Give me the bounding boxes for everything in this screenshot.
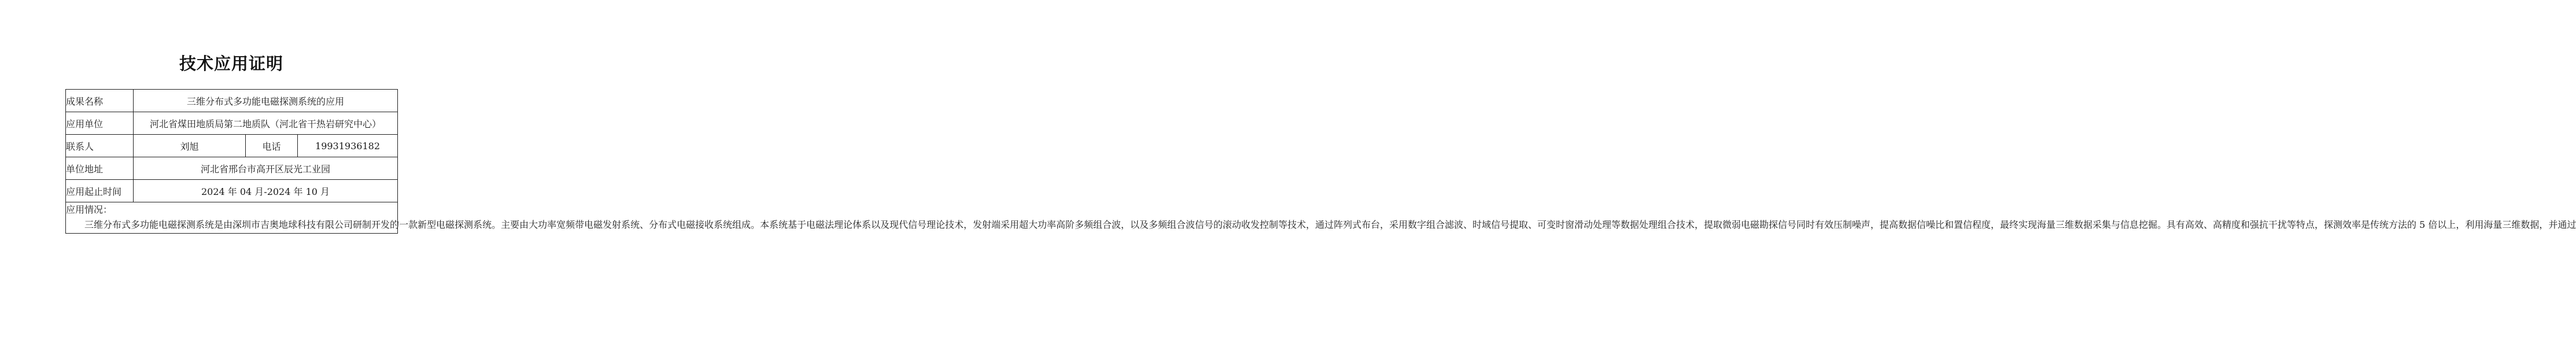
address-label: 单位地址: [66, 157, 134, 180]
applicant-unit-value: 河北省煤田地质局第二地质队（河北省干热岩研究中心）: [134, 112, 398, 135]
row-period: [66, 180, 398, 202]
period-label: 应用起止时间: [66, 180, 134, 202]
achievement-name-value: 三维分布式多功能电磁探测系统的应用: [134, 90, 398, 112]
row-achievement-name: [66, 90, 398, 112]
phone-value: 19931936182: [298, 135, 398, 157]
row-narrative: [66, 202, 398, 234]
address-value: 河北省邢台市高开区辰光工业园: [134, 157, 398, 180]
document-title: 技术应用证明: [179, 54, 283, 73]
row-contact: [66, 135, 398, 157]
row-address: [66, 157, 398, 180]
contact-label: 联系人: [66, 135, 134, 157]
row-applicant-unit: [66, 112, 398, 135]
contact-value: 刘旭: [134, 135, 246, 157]
achievement-name-label: 成果名称: [66, 90, 134, 112]
narrative-body: 三维分布式多功能电磁探测系统是由深圳市吉奥地球科技有限公司研制开发的一款新型电磁探测系统。主要由大功率宽频带电磁发射系统、分布式电磁接收系统组成。本系统基于电磁法理论体系以及现代信号理论技术，发射端采用超大功率高阶多频组合波，以及多频组合波信号的滚动收发控制等技术，通过阵列式布台，采用数字组合滤波、时域信号提取、可变时窗滑动处理等数据处理组合技术，提取微弱电磁勘探信号同时有效压制噪声，提高数据信噪比和置信程度，最终实现海量三维数据采集与信息挖掘。具有高效、高精度和强抗干扰等特点，探测效率是传统方法的 5 倍以上，利用海量三维数据，并通过: [84, 219, 2576, 230]
applicant-unit-label: 应用单位: [66, 112, 134, 135]
phone-label: 电话: [246, 135, 298, 157]
narrative-cell: [66, 202, 2576, 234]
narrative-label: 应用情况：: [66, 204, 113, 215]
period-value: 2024 年 04 月-2024 年 10 月: [134, 180, 398, 202]
certificate-form-table: [65, 89, 2576, 234]
